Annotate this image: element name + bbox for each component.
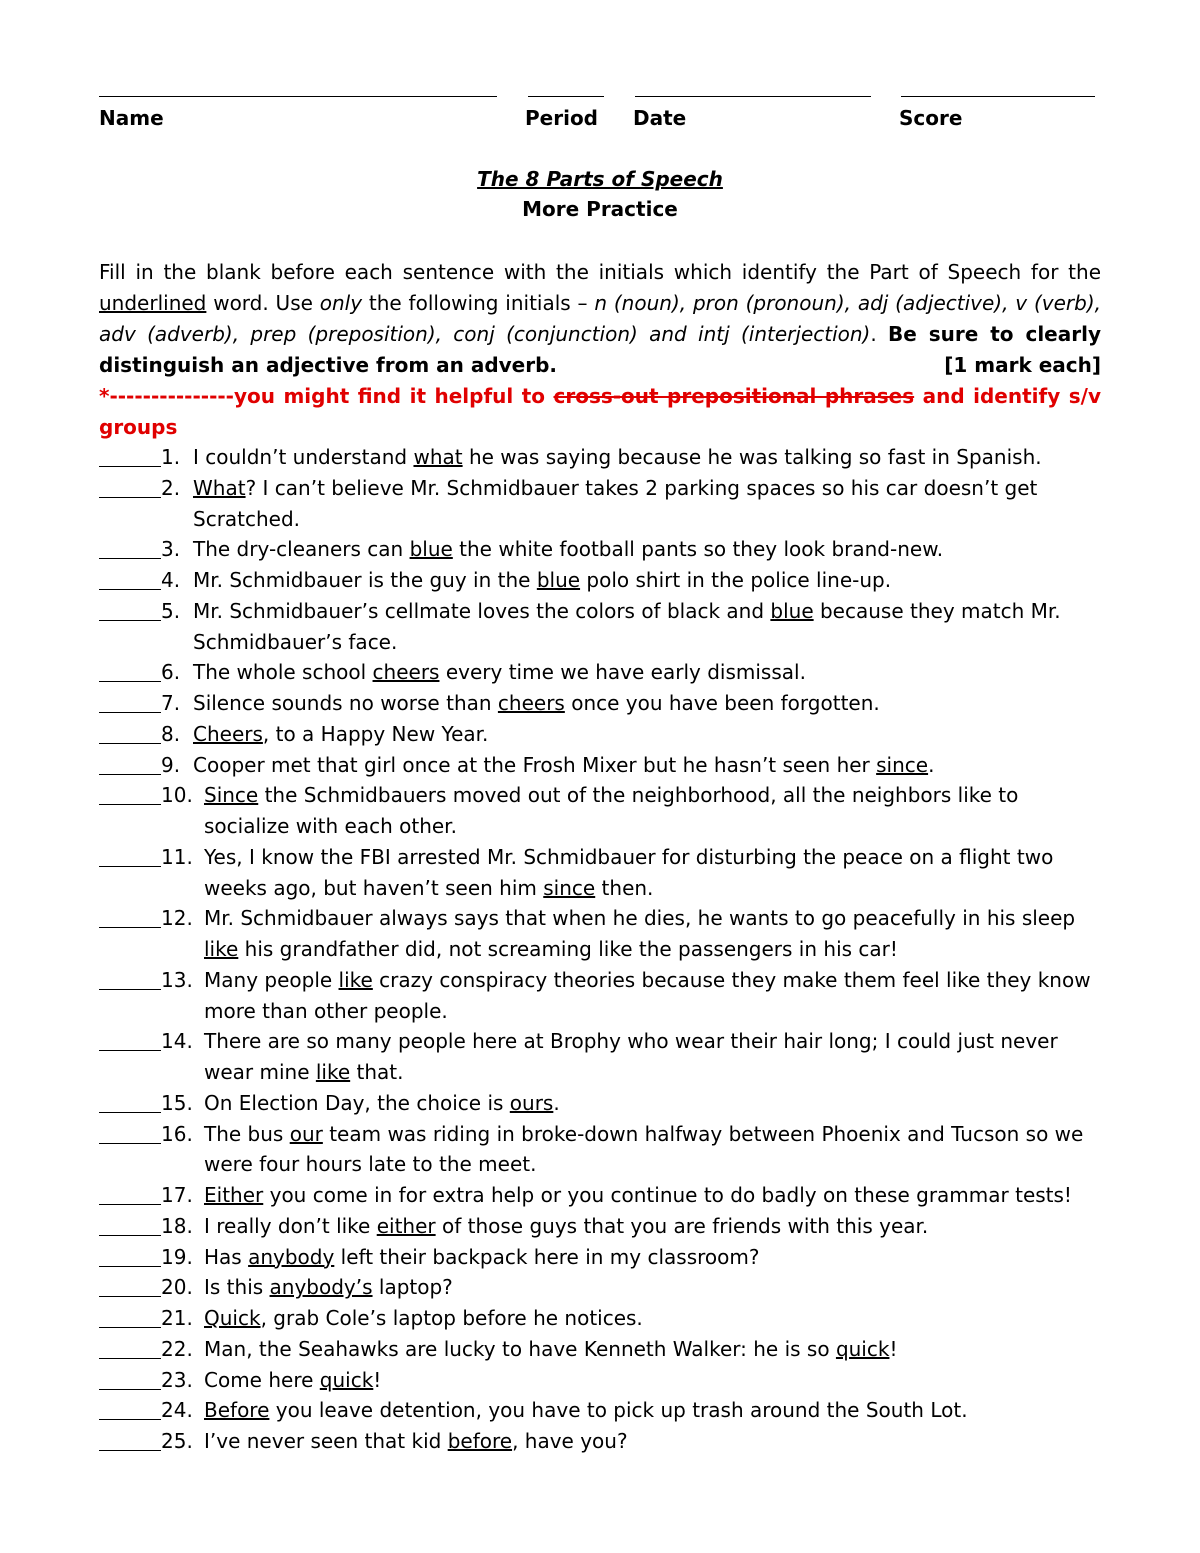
underlined-word: ours [509,1090,554,1115]
answer-blank[interactable] [99,750,161,775]
score-field-line[interactable] [901,96,1095,97]
question-text [193,719,1109,750]
question-item [99,473,1109,535]
question-item [99,1180,1109,1211]
tip-text: and identify s/v groups [99,384,1101,439]
question-text [193,565,1109,596]
marks-note: [1 mark each] [944,353,1101,377]
tip-text: *---------------you might find it helpful to [99,384,554,408]
question-number: 14. [161,1029,193,1054]
question-number: 5. [161,598,181,623]
answer-blank[interactable] [99,473,161,498]
question-item [99,596,1109,658]
answer-blank[interactable] [99,1088,161,1113]
instructions-bold-note: Be sure to clearly distinguish an adjective from an adverb. [99,322,1101,377]
question-text [204,1119,1109,1181]
question-number: 22. [161,1336,193,1361]
period-label: Period [525,106,598,130]
instructions [99,257,1101,443]
answer-blank[interactable] [99,657,161,682]
question-text-after: , to a Happy New Year. [262,721,489,746]
question-item [99,1395,1109,1426]
underlined-word: blue [536,568,581,592]
question-text-after: you come in for extra help or you continue to do badly on these grammar tests! [263,1183,1072,1207]
answer-blank[interactable] [99,1272,161,1297]
name-field-line[interactable] [99,96,497,97]
question-item [99,1334,1109,1365]
question-number: 16. [161,1121,193,1146]
question-item [99,1272,1109,1303]
question-text-after: then. [595,875,654,900]
question-text-after: every time we have early dismissal. [439,660,806,685]
question-text [193,534,1109,565]
question-number: 1. [161,445,181,469]
instructions-underlined-word: underlined [99,291,207,315]
question-item [99,1088,1109,1119]
question-number: 20. [161,1275,193,1300]
answer-blank[interactable] [99,719,161,744]
name-label: Name [99,106,164,130]
question-text-after: crazy conspiracy theories because they make them feel like they know more than other people. [204,967,1091,1023]
question-number: 25. [161,1429,193,1453]
question-text-after: ? I can’t believe Mr. Schmidbauer takes 2 parking spaces so his car doesn’t get Scratched. [193,475,1038,531]
question-text [204,1426,1109,1457]
underlined-word: like [315,1060,351,1084]
instructions-text: the following initials – [362,291,595,315]
question-item [99,1303,1109,1334]
question-item [99,750,1109,781]
underlined-word: Since [204,783,259,808]
question-text-before: The dry-cleaners can [193,537,410,562]
question-text-before: Cooper met that girl once at the Frosh Mixer but he hasn’t seen her [193,752,877,777]
question-text [204,842,1109,904]
question-number: 13. [161,967,193,992]
question-item [99,1211,1109,1242]
question-text-before: Silence sounds no worse than [193,691,498,715]
question-item [99,965,1109,1027]
answer-blank[interactable] [99,965,161,990]
underlined-word: blue [770,598,814,623]
question-text-before: Mr. Schmidbauer always says that when he dies, he wants to go peacefully in his sleep [204,906,1076,931]
underlined-word: before [447,1429,513,1453]
question-text-before: There are so many people here at Brophy who wear their hair long; I could just never wear mine [204,1029,1058,1084]
question-text [193,442,1109,473]
underlined-word: cheers [497,691,565,715]
question-text-after: of those guys that you are friends with this year. [435,1213,929,1238]
question-text [204,1180,1109,1211]
answer-blank[interactable] [99,1426,161,1451]
question-text [204,1334,1109,1365]
date-label: Date [633,106,687,130]
period-field-line[interactable] [528,96,604,97]
question-number: 4. [161,568,181,592]
question-item [99,1119,1109,1181]
underlined-word: like [338,967,373,992]
question-text [204,1272,1109,1303]
question-text-before: Is this [204,1275,270,1300]
answer-blank[interactable] [99,1395,161,1420]
question-item [99,1426,1109,1457]
question-number: 2. [161,475,181,500]
page-title: The 8 Parts of Speech [477,167,723,191]
instructions-text: word. Use [206,291,320,315]
question-number: 21. [161,1306,193,1330]
instructions-initials: n (noun), pron (pronoun), adj (adjective), v (verb), adv (adverb), prep (preposition), conj (conjunction) and intj (interjection) [99,291,1101,346]
question-text-before: Man, the Seahawks are lucky to have Kenneth Walker: he is so [204,1336,836,1361]
answer-blank[interactable] [99,1119,161,1144]
tip-strikethrough: cross-out prepositional phrases [553,384,915,408]
question-text-after: once you have been forgotten. [564,691,880,715]
question-number: 15. [161,1090,193,1115]
answer-blank[interactable] [99,903,161,928]
question-text-before: The bus [204,1121,290,1146]
instructions-text: Fill in the blank before each sentence with the initials which identify the Part of Speech for the [99,260,1101,284]
question-number: 11. [161,844,193,869]
question-text-after: . [928,752,935,777]
question-item [99,780,1109,842]
question-text [204,1303,1109,1334]
question-item [99,534,1109,565]
question-number: 24. [161,1398,193,1423]
question-text-before: On Election Day, the choice is [204,1090,510,1115]
tip-line [99,381,1101,443]
underlined-word: blue [409,537,453,562]
question-number: 19. [161,1244,193,1269]
answer-blank[interactable] [99,1365,161,1390]
question-number: 18. [161,1213,193,1238]
question-text-before: I’ve never seen that kid [204,1429,448,1453]
underlined-word: like [204,937,239,961]
question-number: 8. [161,721,181,746]
question-text-after: left their backpack here in my classroom? [334,1244,760,1269]
underlined-word: anybody’s [269,1275,373,1300]
question-text-after: , grab Cole’s laptop before he notices. [260,1306,643,1330]
question-text-before: I couldn’t understand [193,445,414,469]
question-item [99,1026,1109,1088]
question-item [99,1365,1109,1396]
question-text-before: Has [204,1244,249,1269]
question-item [99,442,1109,473]
question-text-after: his grandfather did, not screaming like the passengers in his car! [238,937,898,961]
question-text [204,780,1109,842]
question-text [193,657,1109,688]
question-text-after: you leave detention, you have to pick up trash around the South Lot. [269,1398,968,1423]
question-number: 6. [161,660,181,685]
question-text-after: laptop? [372,1275,453,1300]
question-text-after: ! [373,1367,382,1392]
question-number: 23. [161,1367,193,1392]
question-text-after: team was riding in broke-down halfway between Phoenix and Tucson so we were four hours late to the meet. [204,1121,1084,1177]
underlined-word: quick [835,1336,890,1361]
question-text [204,903,1109,965]
instructions-only: only [319,291,363,315]
question-item [99,842,1109,904]
underlined-word: anybody [248,1244,335,1269]
question-text-before: The whole school [193,660,373,685]
question-number: 9. [161,752,181,777]
question-item [99,565,1109,596]
question-text [204,1242,1109,1273]
question-text-after: he was saying because he was talking so fast in Spanish. [462,445,1042,469]
question-text [204,965,1109,1027]
question-number: 17. [161,1183,193,1207]
answer-blank[interactable] [99,534,161,559]
underlined-word: what [413,445,463,469]
answer-blank[interactable] [99,688,161,713]
answer-blank[interactable] [99,596,161,621]
question-item [99,657,1109,688]
underlined-word: What [193,475,246,500]
answer-blank[interactable] [99,1211,161,1236]
answer-blank[interactable] [99,1180,161,1205]
question-item [99,1242,1109,1273]
question-item [99,903,1109,965]
question-text [193,596,1109,658]
question-text [204,1088,1109,1119]
answer-blank[interactable] [99,1334,161,1359]
answer-blank[interactable] [99,1242,161,1267]
question-text-after: the white football pants so they look brand-new. [452,537,944,562]
answer-blank[interactable] [99,1026,161,1051]
underlined-word: quick [319,1367,374,1392]
question-text [204,1211,1109,1242]
underlined-word: Cheers [193,721,263,746]
underlined-word: Quick [204,1306,261,1330]
question-list [99,442,1109,1457]
question-text [204,1026,1109,1088]
score-label: Score [899,106,963,130]
question-item [99,688,1109,719]
instructions-text: . [870,322,889,346]
question-text-before: Come here [204,1367,320,1392]
answer-blank[interactable] [99,565,161,590]
underlined-word: either [376,1213,436,1238]
question-text [204,1365,1109,1396]
answer-blank[interactable] [99,442,161,467]
question-text-after: the Schmidbauers moved out of the neighborhood, all the neighbors like to socialize with each other. [204,783,1019,838]
answer-blank[interactable] [99,1303,161,1328]
question-text-before: I really don’t like [204,1213,377,1238]
answer-blank[interactable] [99,842,161,867]
question-text-after: that. [350,1060,404,1084]
question-text-before: Mr. Schmidbauer is the guy in the [193,568,537,592]
answer-blank[interactable] [99,780,161,805]
question-number: 12. [161,906,193,931]
question-text-before: Mr. Schmidbauer’s cellmate loves the colors of black and [193,598,771,623]
underlined-word: our [289,1121,323,1146]
question-text [193,688,1109,719]
question-text-after: , have you? [512,1429,628,1453]
page-subtitle: More Practice [522,197,678,221]
question-number: 3. [161,537,181,562]
question-text [193,750,1109,781]
question-text-after: ! [889,1336,898,1361]
question-text-after: . [553,1090,560,1115]
underlined-word: cheers [372,660,440,685]
date-field-line[interactable] [635,96,871,97]
question-text-before: Yes, I know the FBI arrested Mr. Schmidbauer for disturbing the peace on a flight two weeks ago, but haven’t seen him [204,844,1054,900]
question-number: 7. [161,691,181,715]
question-text-after: because they match Mr. Schmidbauer’s face. [193,598,1061,654]
underlined-word: Either [204,1183,264,1207]
underlined-word: Before [204,1398,270,1423]
question-text-before: Many people [204,967,339,992]
question-text-after: polo shirt in the police line-up. [580,568,892,592]
question-number: 10. [161,783,193,808]
question-text [193,473,1109,535]
question-text [204,1395,1109,1426]
underlined-word: since [543,875,596,900]
underlined-word: since [876,752,929,777]
question-item [99,719,1109,750]
